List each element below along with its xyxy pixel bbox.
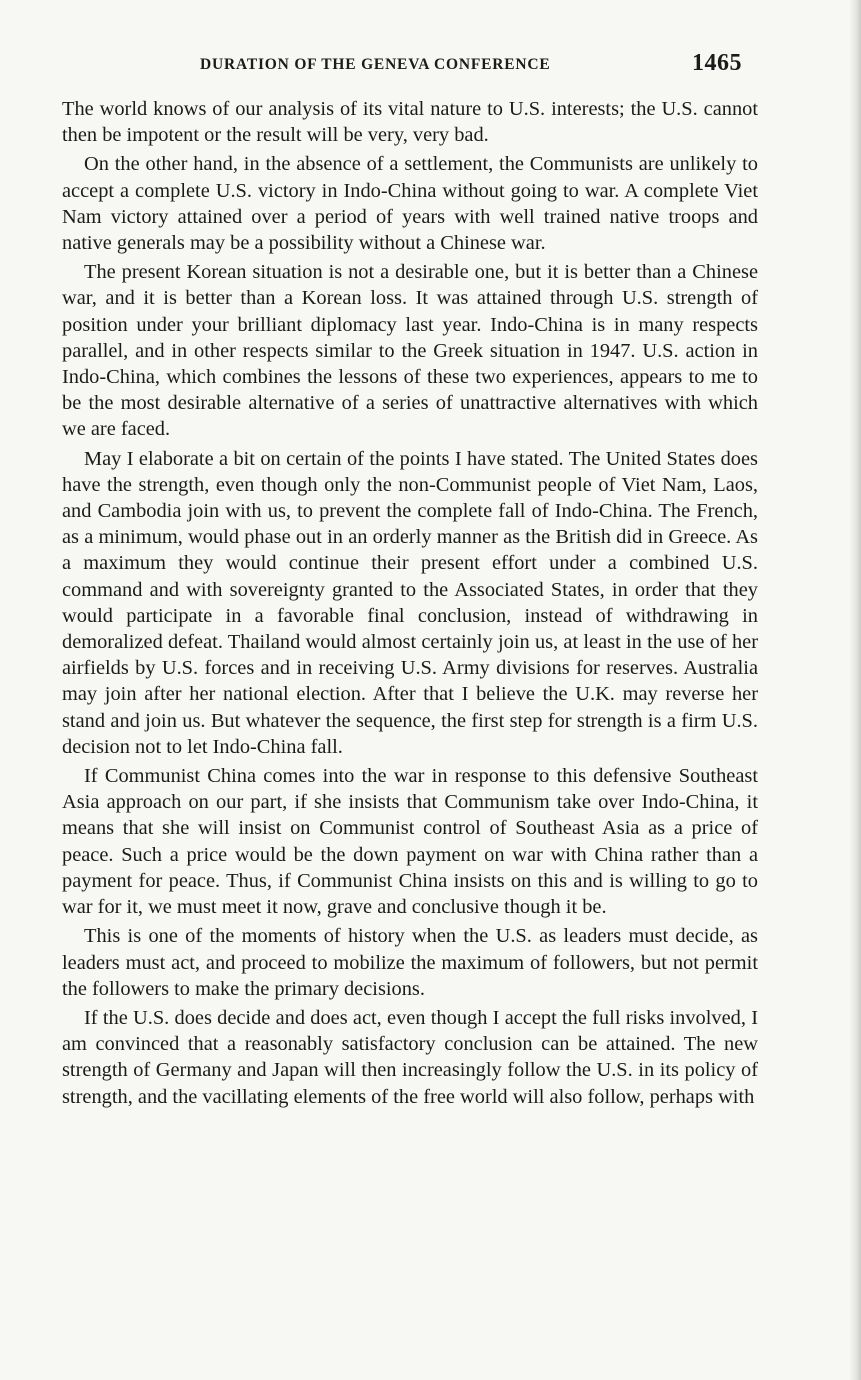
paragraph-4: May I elaborate a bit on certain of the points I have stated. The United States does have the strength, even though only the non-Communist people of Viet Nam, Laos, and Cambodia join with us, to prevent the complete fall of Indo-China. The French, as a minimum, would phase out in an orderly manner as the British did in Greece. As a maximum they would continue their present effort under a combined U.S. command and with sovereignty granted to the Associated States, in order that they would participate in a favorable final conclusion, instead of withdrawing in demoralized defeat. Thailand would almost certainly join us, at least in the use of her airfields by U.S. forces and in receiving U.S. Army divisions for reserves. Australia may join after her national election. After that I believe the U.K. may reverse her stand and join us. But whatever the sequence, the first step for strength is a firm U.S. decision not to let Indo-China fall. <box>62 447 758 758</box>
paragraph-7: If the U.S. does decide and does act, even though I accept the full risks involved, I am convinced that a reasonably satisfactory conclusion can be attained. The new strength of Germany and Japan will then increasingly follow the U.S. in its policy of strength, and the vacillating elements of the free world will also follow, perhaps with <box>62 1006 758 1108</box>
paragraph-5: If Communist China comes into the war in response to this defensive Southeast Asia approach on our part, if she insists that Communism take over Indo-China, it means that she will insist on Communist control of Southeast Asia as a price of peace. Such a price would be the down payment on war with China rather than a payment for peace. Thus, if Communist China insists on this and is willing to go to war for it, we must meet it now, grave and conclusive though it be. <box>62 765 758 919</box>
page-number: 1465 <box>692 50 742 76</box>
running-title: DURATION OF THE GENEVA CONFERENCE <box>200 56 551 73</box>
paragraph-2: On the other hand, in the absence of a settlement, the Communists are unlikely to accept a complete U.S. victory in Indo-China without going to war. A complete Viet Nam victory attained over a period of years with well trained native troops and native generals may be a possibility without a Chinese war. <box>62 153 758 255</box>
paragraph-6: This is one of the moments of history when the U.S. as leaders must decide, as leaders must act, and proceed to mobilize the maximum of followers, but not permit the followers to make the primary decisions. <box>62 925 758 1000</box>
paragraph-3: The present Korean situation is not a desirable one, but it is better than a Chinese war, and it is better than a Korean loss. It was attained through U.S. strength of position under your brilliant diplomacy last year. Indo-China is in many respects parallel, and in other respects similar to the Greek situation in 1947. U.S. action in Indo-China, which combines the lessons of these two experiences, appears to me to be the most desirable alternative of a series of unattractive alternatives with which we are faced. <box>62 261 758 441</box>
running-head <box>62 50 742 80</box>
scan-edge-shadow <box>849 0 861 1380</box>
paragraph-1: The world knows of our analysis of its vital nature to U.S. interests; the U.S. cannot then be impotent or the result will be very, very bad. <box>62 98 758 147</box>
body-text <box>62 96 758 1113</box>
